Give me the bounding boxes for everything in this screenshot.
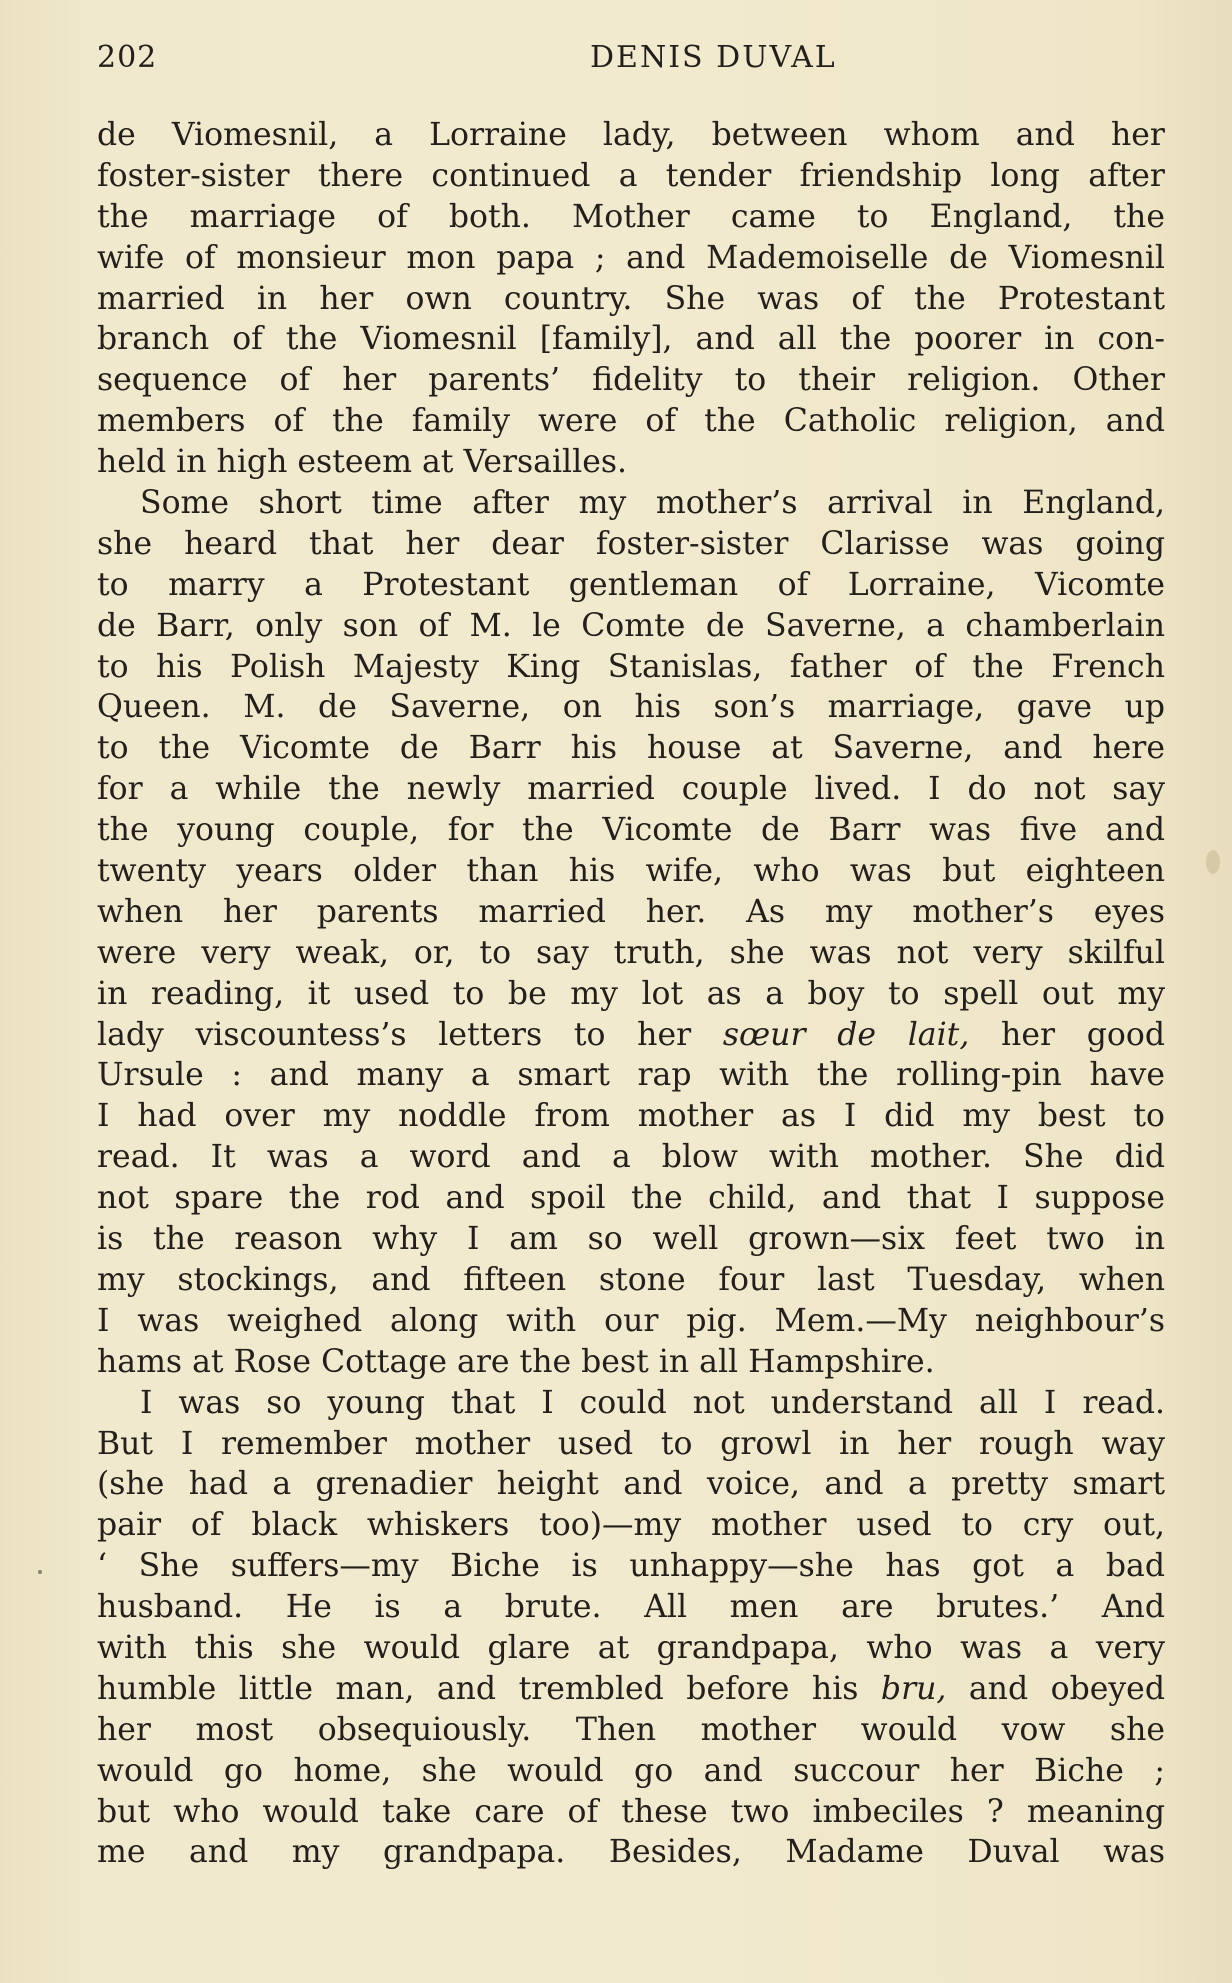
- page-header: [97, 40, 1165, 86]
- text-fragment: and obeyed: [946, 1670, 1165, 1707]
- text-line: were very weak, or, to say truth, she was not very skilful: [97, 934, 1165, 971]
- text-line: is the reason why I am so well grown—six feet two in: [97, 1221, 1165, 1258]
- text-fragment: humble little man, and trembled before his: [97, 1670, 881, 1707]
- text-line: members of the family were of the Catholic religion, and: [97, 403, 1165, 440]
- page-smudge: [1206, 850, 1220, 874]
- text-line: de Viomesnil, a Lorraine lady, between whom and her: [97, 117, 1165, 153]
- text-line: But I remember mother used to growl in her rough way: [97, 1425, 1165, 1462]
- body-text: [97, 115, 1165, 1873]
- text-fragment: lady viscountess’s letters to her: [97, 1016, 723, 1053]
- text-line: wife of monsieur mon papa ; and Mademoiselle de Viomesnil: [97, 239, 1165, 276]
- text-line: to marry a Protestant gentleman of Lorraine, Vicomte: [97, 566, 1165, 603]
- text-line: hams at Rose Cottage are the best in all Hampshire.: [97, 1343, 935, 1380]
- text-line: not spare the rod and spoil the child, and that I suppose: [97, 1180, 1165, 1217]
- text-line: (she had a grenadier height and voice, and a pretty smart: [97, 1466, 1165, 1503]
- text-line: my stockings, and fifteen stone four last Tuesday, when: [97, 1261, 1165, 1298]
- text-line: sequence of her parents’ fidelity to their religion. Other: [97, 362, 1165, 399]
- text-line: de Barr, only son of M. le Comte de Saverne, a chamberlain: [97, 607, 1165, 644]
- text-line: would go home, she would go and succour her Biche ;: [97, 1752, 1165, 1789]
- text-line: I had over my noddle from mother as I did my best to: [97, 1098, 1165, 1135]
- text-line: but who would take care of these two imbeciles ? meaning: [97, 1793, 1165, 1830]
- text-line: I was weighed along with our pig. Mem.—My neighbour’s: [97, 1302, 1165, 1339]
- text-line: when her parents married her. As my mother’s eyes: [97, 893, 1165, 930]
- italic-phrase: sœur de lait,: [722, 1016, 970, 1053]
- text-line: Queen. M. de Saverne, on his son’s marriage, gave up: [97, 689, 1165, 726]
- text-line: twenty years older than his wife, who was but eighteen: [97, 853, 1165, 890]
- text-line: ‘ She suffers—my Biche is unhappy—she has got a bad: [97, 1548, 1165, 1585]
- text-fragment: her good: [969, 1016, 1165, 1053]
- text-line: Some short time after my mother’s arrival in England,: [140, 485, 1165, 522]
- text-line: pair of black whiskers too)—my mother used to cry out,: [97, 1507, 1165, 1544]
- text-line: with this she would glare at grandpapa, who was a very: [97, 1629, 1165, 1666]
- margin-speck: [38, 1570, 42, 1574]
- text-line: Ursule : and many a smart rap with the rolling-pin have: [97, 1057, 1165, 1094]
- text-line: married in her own country. She was of the Protestant: [97, 280, 1165, 317]
- text-line: branch of the Viomesnil [family], and all the poorer in con-: [97, 321, 1165, 358]
- text-line: for a while the newly married couple lived. I do not say: [97, 771, 1165, 808]
- text-line: the young couple, for the Vicomte de Barr was five and: [97, 812, 1165, 849]
- text-line: to his Polish Majesty King Stanislas, father of the French: [97, 648, 1165, 685]
- text-line: her most obsequiously. Then mother would vow she: [97, 1711, 1165, 1748]
- text-line: the marriage of both. Mother came to England, the: [97, 198, 1165, 235]
- text-line: in reading, it used to be my lot as a boy to spell out my: [97, 975, 1165, 1012]
- text-line: read. It was a word and a blow with mother. She did: [97, 1139, 1165, 1176]
- text-line: me and my grandpapa. Besides, Madame Duval was: [97, 1834, 1165, 1871]
- text-line: I was so young that I could not understand all I read.: [140, 1384, 1165, 1421]
- italic-phrase: bru,: [880, 1670, 947, 1707]
- text-line: held in high esteem at Versailles.: [97, 444, 628, 481]
- text-line: she heard that her dear foster-sister Clarisse was going: [97, 525, 1165, 562]
- page-number: 202: [97, 40, 158, 75]
- text-line-with-italic: [97, 1015, 1165, 1056]
- running-head: DENIS DUVAL: [590, 40, 837, 75]
- text-line: foster-sister there continued a tender friendship long after: [97, 157, 1165, 194]
- text-line: to the Vicomte de Barr his house at Saverne, and here: [97, 730, 1165, 767]
- text-line-with-italic: [97, 1669, 1165, 1710]
- text-line: husband. He is a brute. All men are brutes.’ And: [97, 1589, 1165, 1626]
